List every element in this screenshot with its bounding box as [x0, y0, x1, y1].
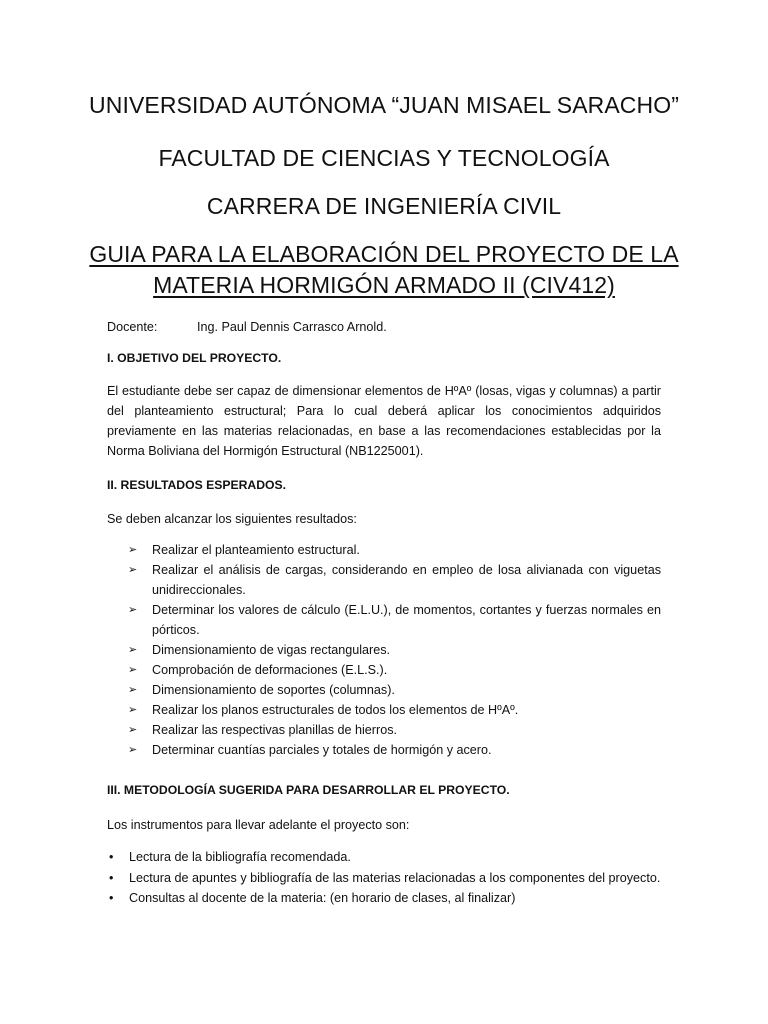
list-item-text: Realizar las respectivas planillas de hierros.	[152, 723, 397, 737]
metodologia-list	[107, 847, 667, 909]
university-title: UNIVERSIDAD AUTÓNOMA “JUAN MISAEL SARACHO”	[89, 92, 679, 118]
list-item-text: Consultas al docente de la materia: (en horario de clases, al finalizar)	[129, 891, 516, 905]
arrow-bullet-icon: ➢	[128, 564, 138, 576]
section-heading-resultados: II. RESULTADOS ESPERADOS.	[107, 478, 286, 492]
list-item	[107, 888, 667, 909]
list-item	[128, 740, 661, 760]
docente-name: Ing. Paul Dennis Carrasco Arnold.	[197, 320, 387, 334]
list-item-text: Determinar los valores de cálculo (E.L.U.), de momentos, cortantes y fuerzas normales en pórticos.	[152, 603, 661, 637]
arrow-bullet-icon: ➢	[128, 664, 138, 676]
list-item-text: Dimensionamiento de soportes (columnas).	[152, 683, 395, 697]
list-item	[128, 640, 661, 660]
list-item-text: Determinar cuantías parciales y totales de hormigón y acero.	[152, 743, 492, 757]
objetivo-paragraph: El estudiante debe ser capaz de dimensionar elementos de HºAº (losas, vigas y columnas) a partir del planteamiento estructural; Para lo cual deberá aplicar los conocimientos adquiridos previamente en las materias relacionadas, en base a las recomendaciones establecidas por la Norma Boliviana del Hormigón Estructural (NB1225001).	[107, 384, 661, 458]
list-item	[128, 600, 661, 640]
guide-title-line-2: MATERIA HORMIGÓN ARMADO II (CIV412)	[153, 272, 615, 298]
list-item-text: Lectura de apuntes y bibliografía de las materias relacionadas a los componentes del proyecto.	[129, 870, 661, 885]
list-item	[128, 680, 661, 700]
section-heading-metodologia: III. METODOLOGÍA SUGERIDA PARA DESARROLLAR EL PROYECTO.	[107, 783, 510, 797]
section-heading-objetivo: I. OBJETIVO DEL PROYECTO.	[107, 351, 282, 365]
bullet-icon: •	[109, 891, 114, 905]
list-item-text: Realizar los planos estructurales de todos los elementos de HºAº.	[152, 703, 519, 717]
list-item	[107, 868, 667, 889]
list-item-text: Lectura de la bibliografía recomendada.	[129, 850, 351, 864]
bullet-icon: •	[109, 850, 114, 864]
resultados-intro: Se deben alcanzar los siguientes resultados:	[107, 512, 357, 526]
resultados-list	[128, 540, 661, 760]
list-item	[128, 700, 661, 720]
list-item	[128, 560, 661, 600]
list-item-text: Realizar el planteamiento estructural.	[152, 543, 360, 557]
arrow-bullet-icon: ➢	[128, 744, 138, 756]
arrow-bullet-icon: ➢	[128, 644, 138, 656]
arrow-bullet-icon: ➢	[128, 544, 138, 556]
list-item-text: Realizar el análisis de cargas, considerando en empleo de losa alivianada con viguetas unidireccionales.	[152, 563, 661, 597]
arrow-bullet-icon: ➢	[128, 604, 138, 616]
faculty-title: FACULTAD DE CIENCIAS Y TECNOLOGÍA	[158, 145, 610, 171]
bullet-icon: •	[109, 870, 114, 885]
list-item	[107, 847, 667, 868]
guide-title-line-1: GUIA PARA LA ELABORACIÓN DEL PROYECTO DE LA	[89, 241, 679, 267]
docente-label: Docente:	[107, 320, 158, 334]
metodologia-intro: Los instrumentos para llevar adelante el proyecto son:	[107, 818, 410, 832]
list-item	[128, 720, 661, 740]
list-item-text: Dimensionamiento de vigas rectangulares.	[152, 643, 391, 657]
career-title: CARRERA DE INGENIERÍA CIVIL	[206, 193, 562, 219]
arrow-bullet-icon: ➢	[128, 724, 138, 736]
list-item-text: Comprobación de deformaciones (E.L.S.).	[152, 663, 388, 677]
list-item	[128, 540, 661, 560]
arrow-bullet-icon: ➢	[128, 684, 138, 696]
arrow-bullet-icon: ➢	[128, 704, 138, 716]
list-item	[128, 660, 661, 680]
